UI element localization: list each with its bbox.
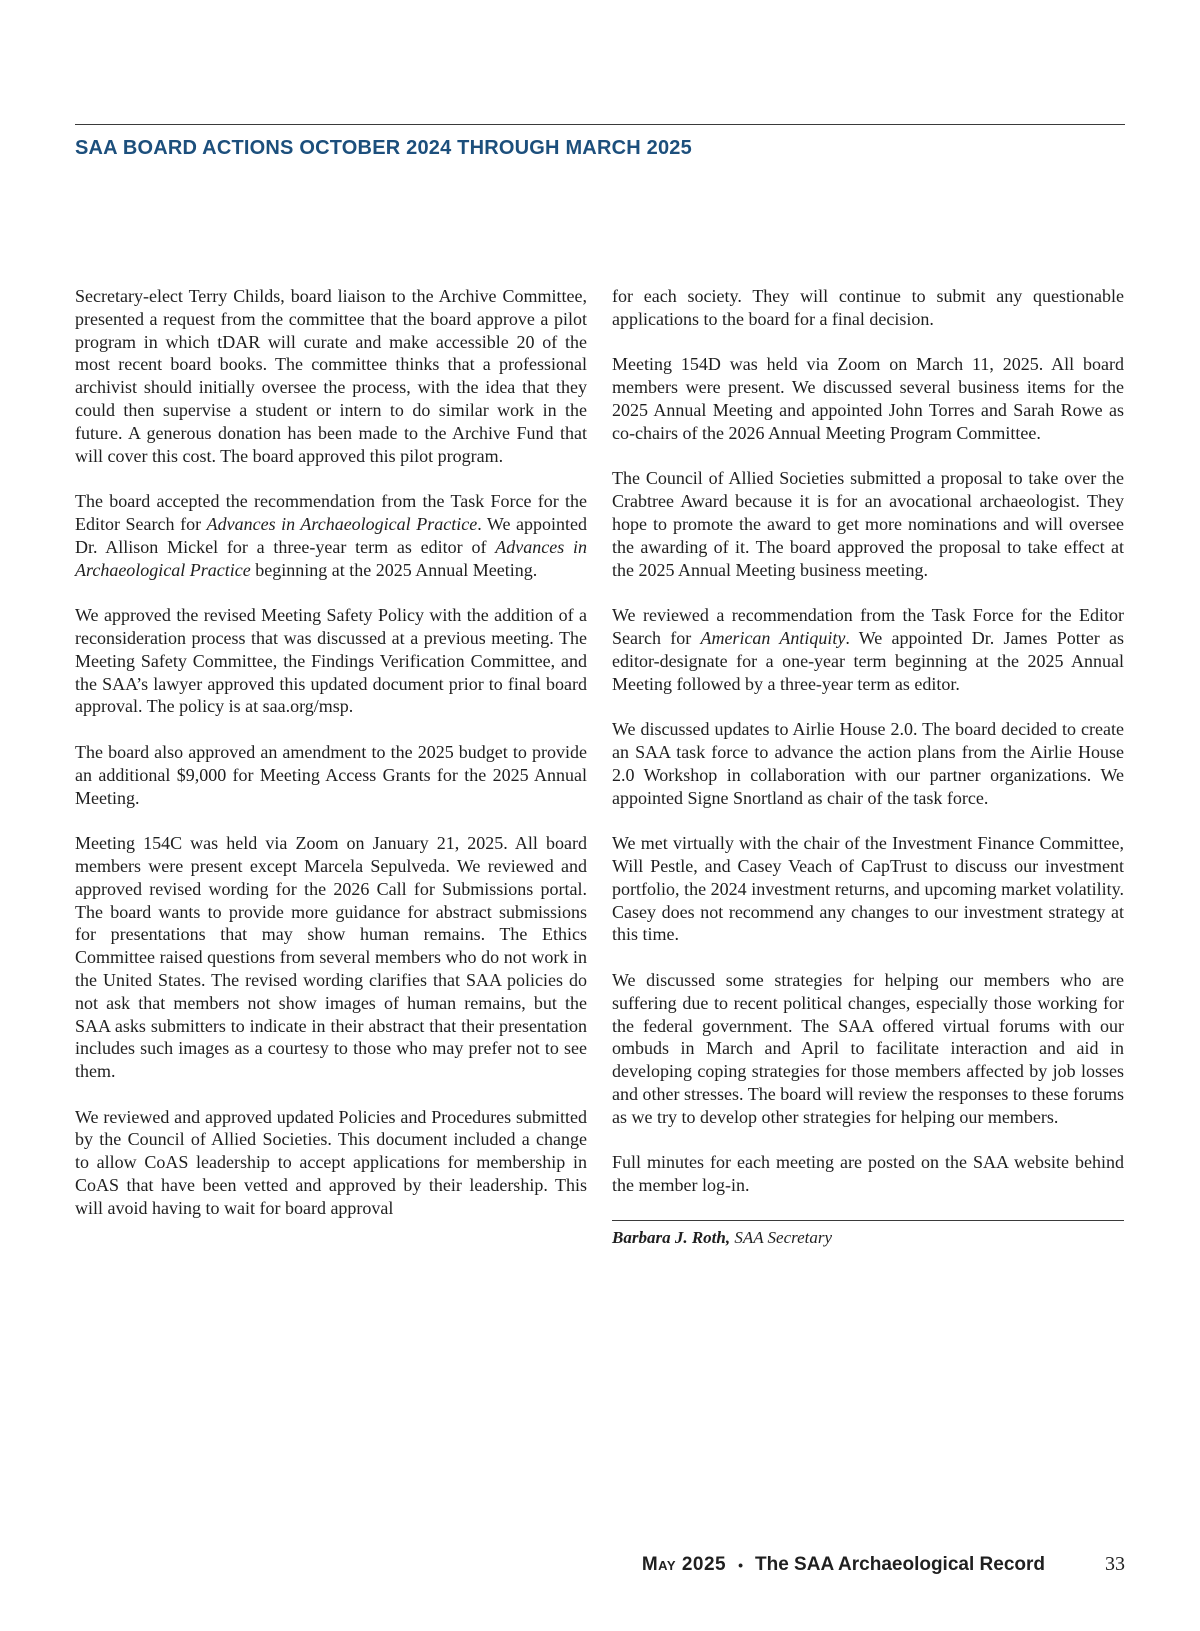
footer-bullet: • — [738, 1557, 743, 1573]
paragraph-coas-continued: for each society. They will continue to submit any questionable applications to the board for a final decision. — [612, 286, 1124, 329]
page-footer — [642, 1553, 1125, 1576]
journal-title: Advances in Archaeological Practice — [75, 536, 587, 580]
signature-role: SAA Secretary — [734, 1227, 833, 1247]
right-column — [612, 285, 1124, 1249]
top-rule — [75, 124, 1125, 125]
signature-rule — [612, 1220, 1124, 1221]
signature — [612, 1227, 1124, 1250]
signature-name: Barbara J. Roth, — [612, 1227, 731, 1247]
paragraph-archive-pilot: Secretary-elect Terry Childs, board liaison to the Archive Committee, presented a request from the committee that the board approve a pilot program in which tDAR will curate and make accessible 20 of the most recent board books. The committee thinks that a professional archivist should initially oversee the process, with the idea that they could then supervise a student or intern to do similar work in the future. A generous donation has been made to the Archive Fund that will cover this cost. The board approved this pilot program. — [75, 286, 587, 466]
paragraph-coas-policies: We reviewed and approved updated Policies and Procedures submitted by the Council of Allied Societies. This document included a change to allow CoAS leadership to accept applications for membership in CoAS that have been vetted and approved by their leadership. This will avoid having to wait for board approval — [75, 1106, 587, 1218]
footer-publication: The SAA Archaeological Record — [755, 1554, 1045, 1575]
paragraph-advances-editor: The board accepted the recommendation from the Task Force for the Editor Search for Advances in Archaeological Practice. We appointed Dr. Allison Mickel for a three-year term as editor of Advances in Archaeological Practice beginning at the 2025 Annual Meeting. — [75, 491, 588, 580]
page-title: SAA BOARD ACTIONS OCTOBER 2024 THROUGH MARCH 2025 — [75, 137, 692, 159]
paragraph-budget: The board also approved an amendment to the 2025 budget to provide an additional $9,000 for Meeting Access Grants for the 2025 Annual Meeting. — [75, 741, 587, 808]
paragraph-american-antiquity-editor: We reviewed a recommendation from the Task Force for the Editor Search for American Antiquity. We appointed Dr. James Potter as editor-designate for a one-year term beginning at the 2025 Annual Meeting followed by a three-year term as editor. — [612, 605, 1124, 694]
journal-title: Advances in Archaeological Practice — [206, 513, 478, 534]
left-column — [75, 285, 587, 1242]
page-number: 33 — [1105, 1553, 1125, 1575]
paragraph-member-support: We discussed some strategies for helping our members who are suffering due to recent political changes, especially those working for the federal government. The SAA offered virtual forums with our ombuds in March and April to facilitate interaction and aid in developing coping strategies for those members affected by job losses and other stresses. The board will review the responses to these forums as we try to develop other strategies for helping our members. — [612, 969, 1124, 1127]
paragraph-full-minutes: Full minutes for each meeting are posted on the SAA website behind the member log-in. — [612, 1152, 1124, 1196]
paragraph-airlie-house: We discussed updates to Airlie House 2.0. The board decided to create an SAA task force to advance the action plans from the Airlie House 2.0 Workshop in collaboration with our partner organizations. We appointed Signe Snortland as chair of the task force. — [612, 719, 1124, 808]
paragraph-meeting-154d: Meeting 154D was held via Zoom on March 11, 2025. All board members were present. We discussed several business items for the 2025 Annual Meeting and appointed John Torres and Sarah Rowe as co-chairs of the 2026 Annual Meeting Program Committee. — [612, 354, 1124, 443]
paragraph-crabtree-award: The Council of Allied Societies submitted a proposal to take over the Crabtree Award because it is for an avocational archaeologist. They hope to promote the award to get more nominations and will oversee the awarding of it. The board approved the proposal to take effect at the 2025 Annual Meeting business meeting. — [612, 468, 1124, 580]
paragraph-meeting-safety: We approved the revised Meeting Safety Policy with the addition of a reconsideration process that was discussed at a previous meeting. The Meeting Safety Committee, the Findings Verification Committee, and the SAA’s lawyer approved this updated document prior to final board approval. The policy is at saa.org/msp. — [75, 605, 587, 717]
footer-issue-date: May 2025 — [641, 1554, 727, 1575]
journal-title: American Antiquity — [700, 627, 846, 648]
paragraph-investment: We met virtually with the chair of the Investment Finance Committee, Will Pestle, and Casey Veach of CapTrust to discuss our investment portfolio, the 2024 investment returns, and upcoming market volatility. Casey does not recommend any changes to our investment strategy at this time. — [612, 833, 1124, 945]
paragraph-meeting-154c: Meeting 154C was held via Zoom on January 21, 2025. All board members were present except Marcela Sepulveda. We reviewed and approved revised wording for the 2026 Call for Submissions portal. The board wants to provide more guidance for abstract submissions for presentations that may show human remains. The Ethics Committee raised questions from several members who do not work in the United States. The revised wording clarifies that SAA policies do not ask that members not show images of human remains, but the SAA asks submitters to indicate in their abstract that their presentation includes such images as a courtesy to those who may prefer not to see them. — [75, 833, 587, 1082]
